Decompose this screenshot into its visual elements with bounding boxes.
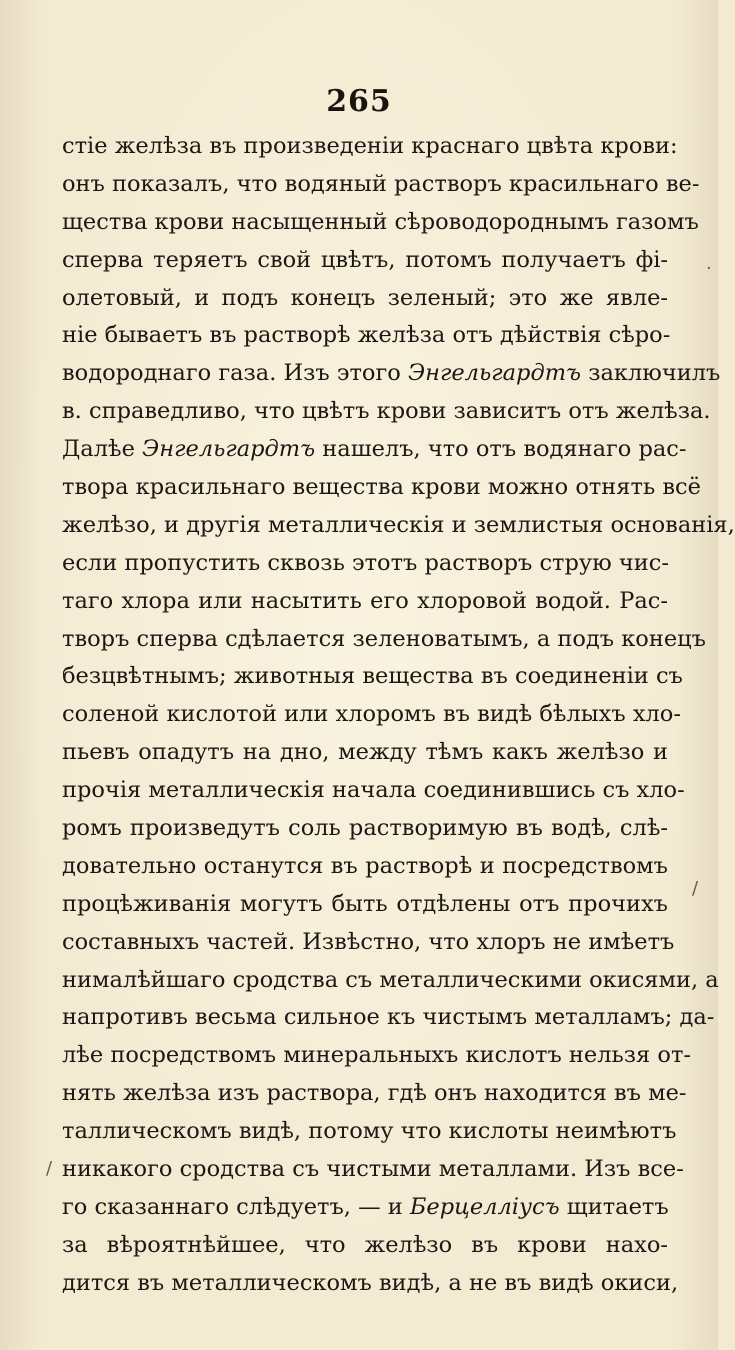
text-run: нашелъ, что отъ водянаго рас- — [315, 436, 687, 463]
text-line — [62, 1037, 691, 1075]
text-run: ромъ произведутъ соль растворимую въ водѣ, слѣ- — [62, 815, 668, 842]
text-line — [62, 621, 706, 659]
text-run: за вѣроятнѣйшее, что желѣзо въ крови нахо- — [62, 1231, 668, 1258]
page-number: 265 — [326, 84, 392, 119]
text-line — [62, 166, 700, 204]
text-run: желѣзо, и другія металлическія и землистыя основанія, — [62, 511, 735, 538]
text-line — [62, 886, 668, 924]
text-run: пьевъ опадутъ на дно, между тѣмъ какъ желѣзо и — [62, 739, 668, 766]
text-run: соленой кислотой или хлоромъ въ видѣ бѣлыхъ хло- — [62, 701, 681, 728]
text-run: лѣе посредствомъ минеральныхъ кислотъ нельзя от- — [62, 1042, 691, 1069]
text-run: Далѣе — [62, 436, 143, 463]
text-line — [62, 772, 685, 810]
text-run: сперва теряетъ свой цвѣтъ, потомъ получаетъ фі- — [62, 246, 668, 273]
text-line — [62, 431, 687, 469]
speck-mark: · — [706, 258, 712, 279]
text-run: олетовый, и подъ конецъ зеленый; это же явле- — [62, 284, 668, 311]
italic-name: Энгельгардтъ — [407, 360, 582, 387]
text-line — [62, 1265, 679, 1303]
margin-stroke-mark: / — [46, 1158, 53, 1179]
text-run: в. справедливо, что цвѣтъ крови зависитъ отъ желѣза. — [62, 398, 711, 425]
text-run: безцвѣтнымъ; животныя вещества въ соединеніи съ — [62, 663, 683, 690]
text-run: если пропустить сквозь этотъ растворъ струю чис- — [62, 549, 669, 576]
text-line — [62, 924, 675, 962]
text-line — [62, 583, 668, 621]
text-run: твора красильнаго вещества крови можно отнять всё — [62, 474, 701, 501]
text-line — [62, 128, 678, 166]
text-run: водороднаго газа. Изъ этого — [62, 360, 408, 387]
text-run: прочія металлическія начала соединившись съ хло- — [62, 777, 685, 804]
text-line — [62, 810, 668, 848]
text-run: таго хлора или насытить его хлоровой водой. Рас- — [62, 587, 668, 614]
text-run: щества крови насыщенный сѣроводороднымъ газомъ — [62, 208, 699, 235]
text-run: нималѣйшаго сродства съ металлическими окисями, а — [62, 966, 719, 993]
text-run: заключилъ — [581, 360, 721, 387]
text-line — [62, 734, 668, 772]
text-run: онъ показалъ, что водяный растворъ красильнаго ве- — [62, 170, 700, 197]
text-line — [62, 545, 668, 583]
italic-name: Энгельгардтъ — [142, 436, 316, 463]
text-line — [62, 280, 668, 318]
text-line — [62, 507, 735, 545]
text-line — [62, 962, 719, 1000]
text-run: дится въ металлическомъ видѣ, а не въ видѣ окиси, — [62, 1269, 679, 1296]
text-line — [62, 1151, 684, 1189]
text-line — [62, 317, 671, 355]
text-run: нять желѣза изъ раствора, гдѣ онъ находится въ ме- — [62, 1080, 687, 1107]
text-run: процѣживанія могутъ быть отдѣлены отъ прочихъ — [62, 890, 668, 917]
text-line — [62, 1189, 668, 1227]
text-run: составныхъ частей. Извѣстно, что хлоръ не имѣетъ — [62, 928, 675, 955]
text-line — [62, 696, 681, 734]
text-run: напротивъ весьма сильное къ чистымъ металламъ; да- — [62, 1004, 715, 1031]
text-line — [62, 1227, 668, 1265]
text-run: стіе желѣза въ произведеніи краснаго цвѣта крови: — [62, 133, 678, 159]
italic-name: Берцелліусъ — [409, 1193, 560, 1220]
text-line — [62, 848, 668, 886]
text-line — [62, 999, 715, 1037]
text-line — [62, 469, 701, 507]
text-line — [62, 204, 699, 242]
text-run: таллическомъ видѣ, потому что кислоты неимѣютъ — [62, 1118, 677, 1145]
text-run: довательно останутся въ растворѣ и посредствомъ — [62, 852, 668, 879]
text-run: щитаетъ — [559, 1193, 669, 1220]
text-line — [62, 355, 721, 393]
text-line — [62, 658, 683, 696]
text-run: го сказаннаго слѣдуетъ, — и — [62, 1193, 410, 1220]
text-run: никакого сродства съ чистыми металлами. Изъ все- — [62, 1156, 684, 1183]
margin-stroke-mark: / — [692, 878, 699, 899]
text-line — [62, 1113, 677, 1151]
body-text — [62, 128, 735, 1303]
text-run: ніе бываетъ въ растворѣ желѣза отъ дѣйствія сѣро- — [62, 322, 671, 349]
text-line — [62, 393, 711, 431]
text-line — [62, 242, 668, 280]
text-line — [62, 1075, 687, 1113]
text-run: творъ сперва сдѣлается зеленоватымъ, а подъ конецъ — [62, 625, 706, 652]
